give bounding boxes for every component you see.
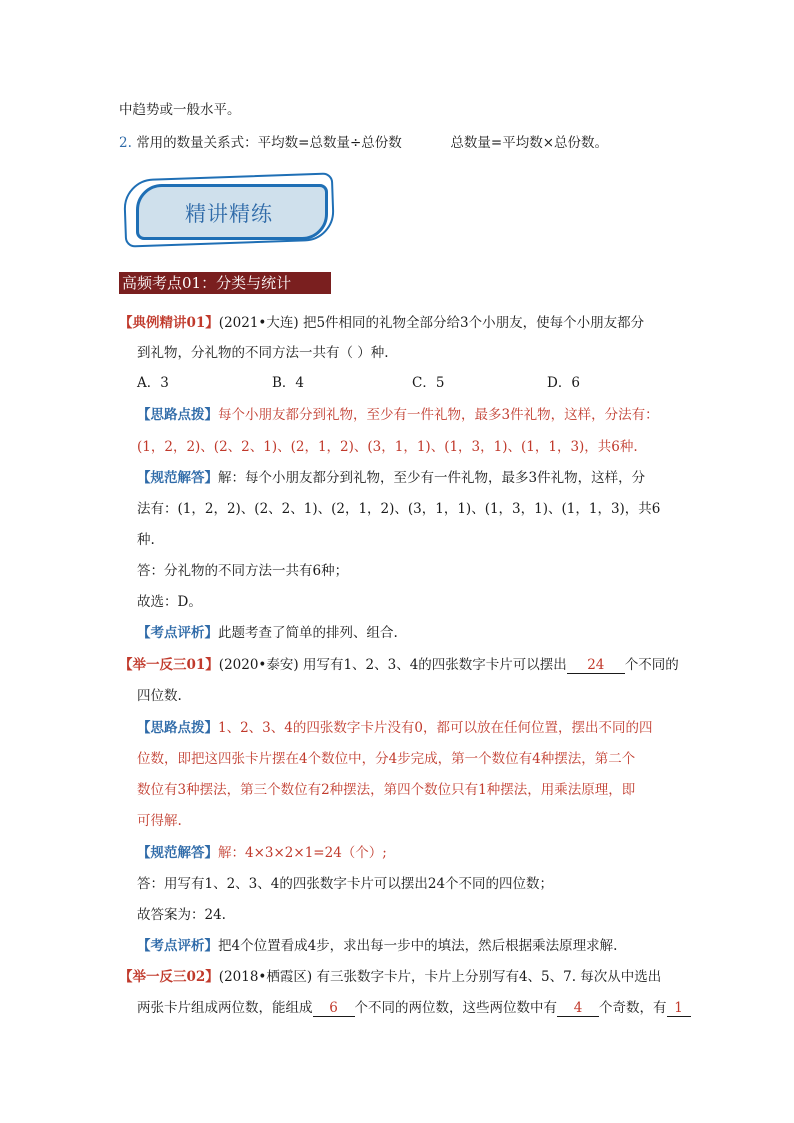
ex1-eval-tag: 【考点评析】 (137, 625, 218, 641)
intro-line-1: 中趋势或一般水平。 (119, 102, 241, 118)
ex1-solution-line-3: 种. (137, 532, 155, 548)
ex3-blank-2: 4 (557, 1000, 599, 1017)
ex1-answer: 答：分礼物的不同方法一共有6种； (137, 563, 349, 579)
ex2-solution-text: 解：4×3×2×1=24（个）; (218, 845, 387, 861)
ex3-question-text: (2018•栖霞区) 有三张数字卡片，卡片上分别写有4、5、7. 每次从中选出 (218, 969, 662, 985)
option-a: A．3 (137, 375, 169, 391)
ex1-solution-text: 解：每个小朋友都分到礼物，至少有一件礼物，最多3件礼物，这样，分 (218, 470, 646, 486)
banner-title: 精讲精练 (185, 202, 273, 226)
ex1-hint-line-2: (1，2，2)、(2、2、1)、(2，1，2)、(3，1，1)、(1，3，1)、(1，1，3)，共6种. (137, 439, 638, 455)
ex2-hint-line-3: 数位有3种摆法，第三个数位有2种摆法，第四个数位只有1种摆法，用乘法原理，即 (137, 782, 636, 798)
ex2-hint-line-2: 位数，即把这四张卡片摆在4个数位中，分4步完成，第一个数位有4种摆法，第二个 (137, 751, 636, 767)
section-banner (120, 174, 338, 244)
option-d: D．6 (547, 375, 580, 391)
ex2-solution-tag: 【规范解答】 (137, 845, 218, 861)
ex3-text-c: 个奇数，有 (599, 1000, 667, 1016)
formula-total: 总数量=平均数×总份数。 (450, 135, 609, 151)
ex3-blank-1: 6 (313, 1000, 355, 1017)
ex2-question-line-2: 四位数. (137, 688, 182, 704)
ex2-answer: 答：用写有1、2、3、4的四张数字卡片可以摆出24个不同的四位数； (137, 876, 554, 892)
intro-line-2 (119, 133, 608, 153)
ex1-solution-tag: 【规范解答】 (137, 470, 218, 486)
ex1-question-text: (2021•大连) 把5件相同的礼物全部分给3个小朋友，使每个小朋友都分 (218, 315, 645, 331)
ex1-solution-line-2: 法有：(1，2，2)、(2、2、1)、(2，1，2)、(3，1，1)、(1，3，1)、(1，1，3)，共6 (137, 501, 661, 517)
ex1-choice: 故选：D。 (137, 594, 202, 610)
ex2-hint-line-1 (137, 718, 652, 738)
ex1-hint-text: 每个小朋友都分到礼物，至少有一件礼物，最多3件礼物，这样，分法有： (218, 407, 659, 423)
ex3-blank-3: 1 (667, 1000, 691, 1017)
option-b: B．4 (272, 375, 305, 391)
ex2-question-text: (2020•泰安) 用写有1、2、3、4的四张数字卡片可以摆出 (218, 657, 567, 673)
ex2-eval-text: 把4个位置看成4步，求出每一步中的填法，然后根据乘法原理求解. (218, 938, 618, 954)
ex1-question-line-1 (119, 313, 644, 333)
ex1-options (137, 373, 580, 393)
ex2-final: 故答案为：24. (137, 907, 226, 923)
ex2-hint-line-4: 可得解. (137, 813, 182, 829)
ex1-question-line-2: 到礼物，分礼物的不同方法一共有（ ）种. (137, 345, 389, 361)
ex3-tag: 【举一反三02】 (119, 969, 219, 985)
ex3-question-line-1 (119, 967, 661, 987)
ex1-solution-line-1 (137, 468, 645, 488)
ex1-hint-line-1 (137, 405, 659, 425)
ex1-tag: 【典例精讲01】 (119, 315, 219, 331)
item-number: 2. (119, 135, 132, 151)
ex2-question-tail: 个不同的 (624, 657, 679, 673)
ex1-hint-tag: 【思路点拨】 (137, 407, 218, 423)
ex2-evaluation (137, 936, 617, 956)
ex2-hint-tag: 【思路点拨】 (137, 720, 218, 736)
ex1-evaluation (137, 623, 398, 643)
ex2-hint-text: 1、2、3、4的四张数字卡片没有0，都可以放在任何位置，摆出不同的四 (218, 720, 653, 736)
ex2-eval-tag: 【考点评析】 (137, 938, 218, 954)
ex2-solution (137, 843, 387, 863)
ex2-answer-blank: 24 (567, 657, 625, 674)
ex3-text-b: 个不同的两位数，这些两位数中有 (354, 1000, 557, 1016)
ex3-question-line-2 (137, 998, 691, 1018)
ex1-eval-text: 此题考查了简单的排列、组合. (218, 625, 398, 641)
formula-average: 常用的数量关系式：平均数=总数量÷总份数 (136, 135, 402, 151)
section-heading: 高频考点01：分类与统计 (119, 272, 331, 294)
ex3-text-a: 两张卡片组成两位数，能组成 (137, 1000, 313, 1016)
ex2-tag: 【举一反三01】 (119, 657, 219, 673)
option-c: C．5 (412, 375, 445, 391)
ex2-question-line-1 (119, 655, 679, 675)
